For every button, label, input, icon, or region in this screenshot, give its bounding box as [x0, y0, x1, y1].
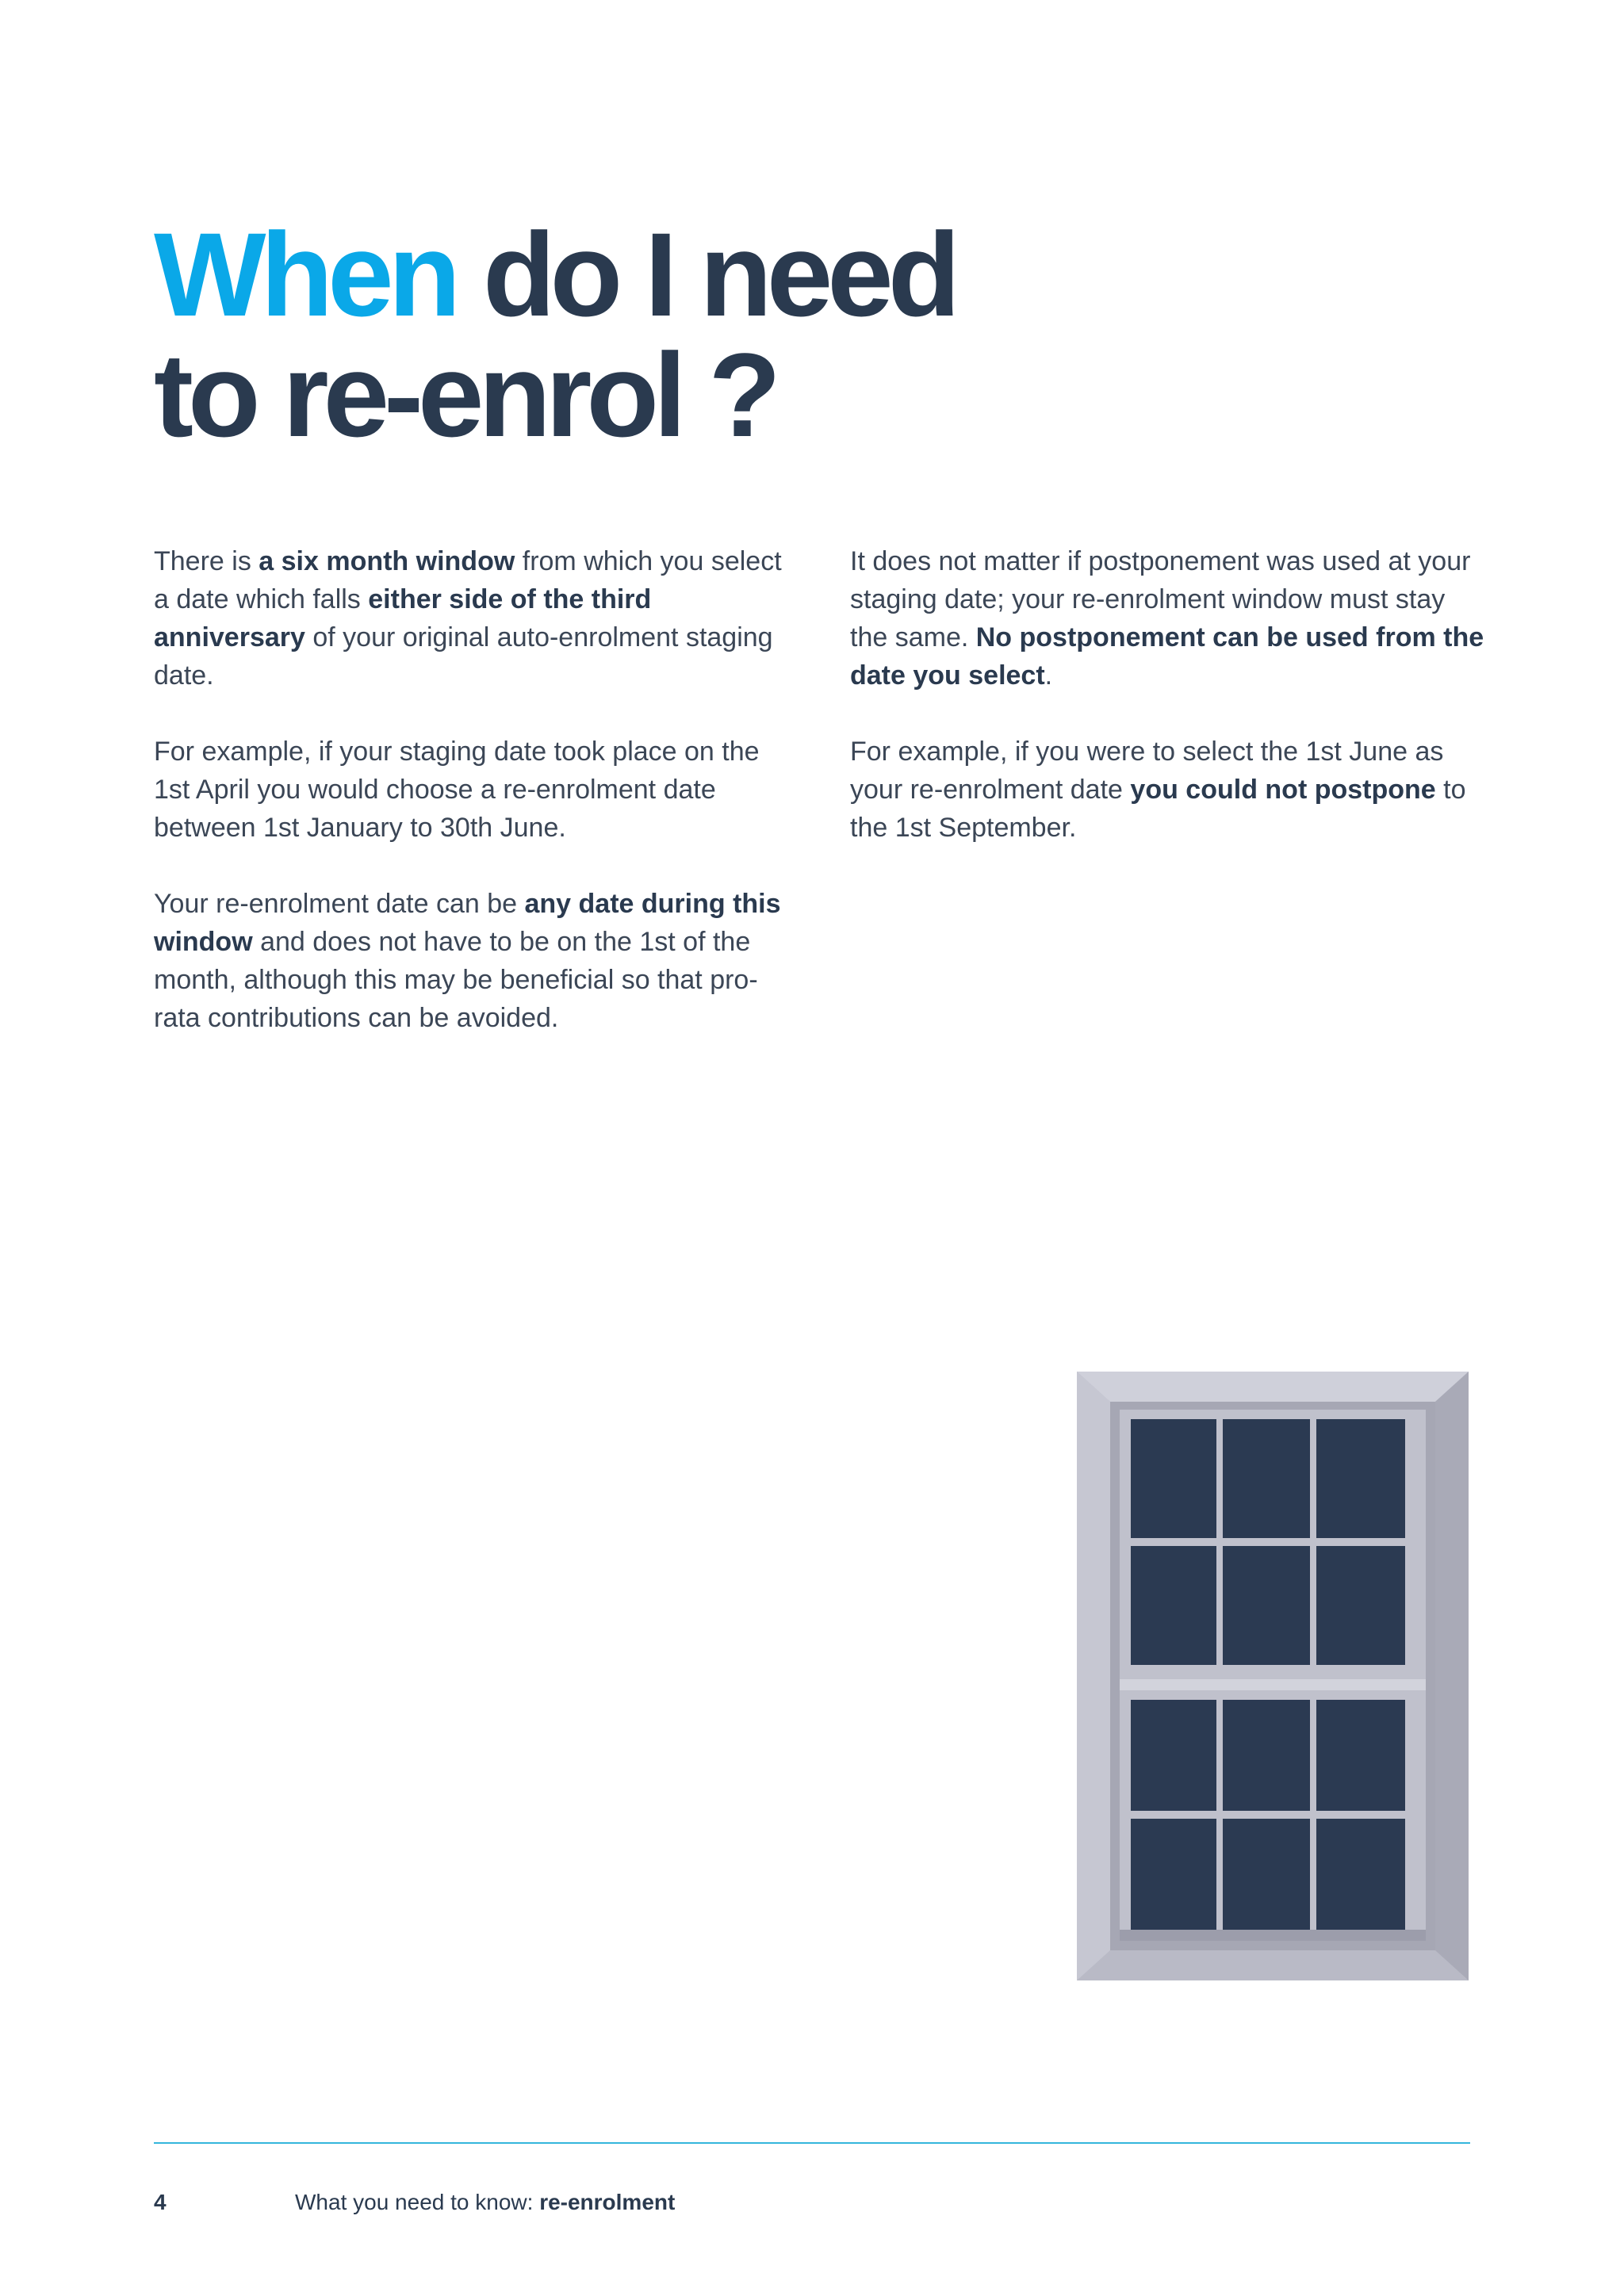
bold-text-run: either side of the third anniversary	[154, 584, 652, 652]
paragraph-any-date	[154, 885, 788, 1037]
footer-label-regular: What you need to know:	[295, 2190, 540, 2214]
text-run: of your original auto-enrolment staging date.	[154, 622, 773, 691]
title-line-2: to re-enrol ?	[154, 328, 776, 461]
bold-text-run: you could not postpone	[1130, 775, 1436, 805]
meeting-rail	[1120, 1679, 1426, 1690]
bold-text-run: No postponement can be used from the date you select	[850, 622, 1484, 691]
paragraph-six-month-window	[154, 542, 788, 695]
text-run: from which you select a date which falls	[154, 546, 782, 614]
title-line-1: do I need	[455, 208, 956, 341]
paragraph-staging-example: For example, if your staging date took place on the 1st April you would choose a re-enrolment date between 1st January to 30th June.	[154, 737, 760, 843]
footer-divider	[154, 2142, 1470, 2144]
frame-bevel-right	[1435, 1372, 1469, 1980]
text-run: Your re-enrolment date can be	[154, 889, 525, 919]
right-column	[850, 542, 1484, 885]
sill-shadow	[1120, 1930, 1426, 1941]
frame-bevel-left	[1077, 1372, 1110, 1980]
footer-label	[295, 2190, 675, 2215]
text-run: .	[1044, 660, 1053, 691]
footer-label-bold: re-enrolment	[539, 2190, 676, 2214]
sash-window-illustration	[1077, 1372, 1469, 1980]
page-number: 4	[154, 2190, 167, 2214]
bold-text-run: a six month window	[259, 546, 515, 576]
bold-text-run: any date during this window	[154, 889, 781, 957]
paragraph-postponement	[850, 542, 1484, 695]
text-run: There is	[154, 546, 259, 576]
text-run: For example, if you were to select the 1st June as your re-enrolment date	[850, 737, 1444, 805]
text-run: to the 1st September.	[850, 775, 1466, 843]
paragraph-postpone-example	[850, 733, 1484, 847]
frame-bevel-top	[1077, 1372, 1469, 1402]
title-accent-word: When	[154, 208, 456, 341]
left-column	[154, 542, 788, 1075]
page-title	[154, 208, 956, 461]
text-run: It does not matter if postponement was used at your staging date; your re-enrolment window must stay the same.	[850, 546, 1471, 652]
text-run: and does not have to be on the 1st of the month, although this may be beneficial so that pro-rata contributions can be avoided.	[154, 927, 758, 1033]
